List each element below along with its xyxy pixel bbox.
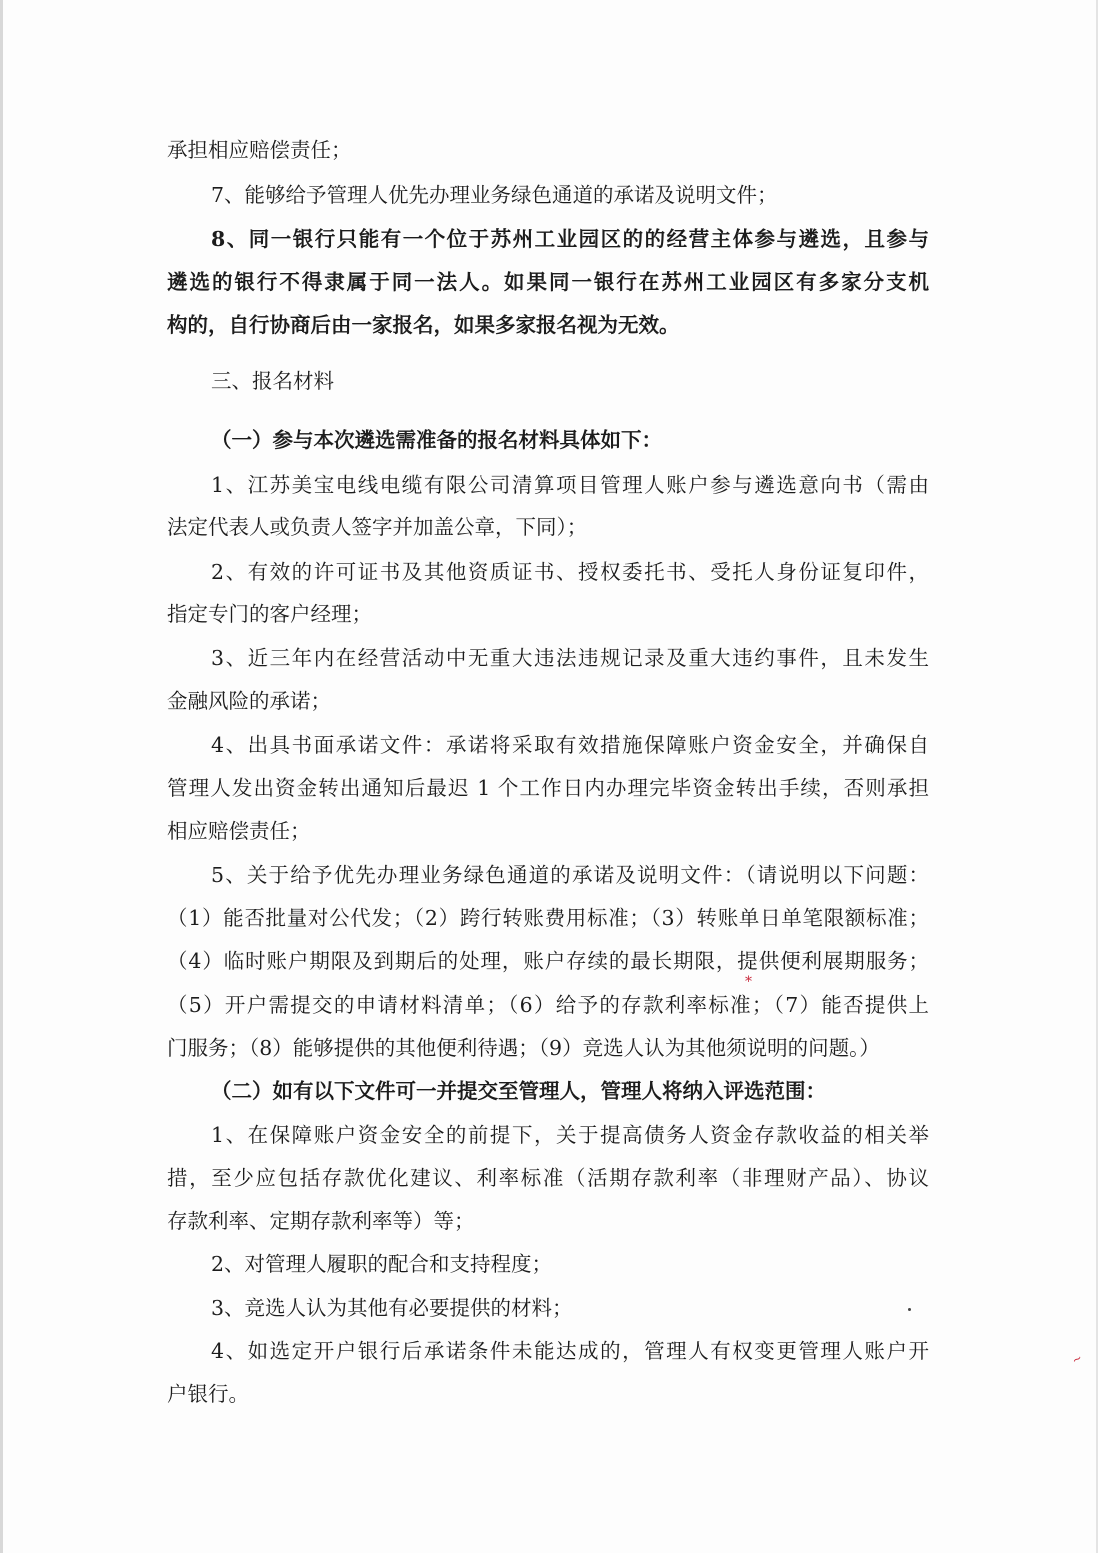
paragraph-line: 措，至少应包括存款优化建议、利率标准（活期存款利率（非理财产品）、协议 bbox=[167, 1166, 929, 1190]
paragraph-line: 构的，自行协商后由一家报名，如果多家报名视为无效。 bbox=[167, 313, 680, 337]
red-ink-speck: ~ bbox=[1069, 1350, 1085, 1368]
subsection-heading: （一）参与本次遴选需准备的报名材料具体如下： bbox=[211, 428, 662, 452]
subsection-heading: （二）如有以下文件可一并提交至管理人，管理人将纳入评选范围： bbox=[211, 1079, 826, 1103]
scan-edge-left bbox=[0, 0, 3, 1553]
paragraph-line: 相应赔偿责任； bbox=[167, 819, 311, 843]
paragraph-line: 3、近三年内在经营活动中无重大违法违规记录及重大违约事件，且未发生 bbox=[211, 646, 929, 670]
paragraph-line: 金融风险的承诺； bbox=[167, 689, 331, 713]
paragraph-line: 管理人发出资金转出通知后最迟 1 个工作日内办理完毕资金转出手续，否则承担 bbox=[167, 776, 929, 800]
scan-speck bbox=[908, 1308, 911, 1311]
paragraph-line: 4、出具书面承诺文件：承诺将采取有效措施保障账户资金安全，并确保自 bbox=[211, 733, 929, 757]
red-ink-speck: * bbox=[745, 974, 752, 990]
paragraph-line: （4）临时账户期限及到期后的处理，账户存续的最长期限，提供便利展期服务； bbox=[167, 949, 929, 973]
paragraph-line: 7、能够给予管理人优先办理业务绿色通道的承诺及说明文件； bbox=[211, 183, 778, 207]
paragraph-line: 2、对管理人履职的配合和支持程度； bbox=[211, 1252, 553, 1276]
paragraph-line: 5、关于给予优先办理业务绿色通道的承诺及说明文件：（请说明以下问题： bbox=[211, 863, 929, 887]
paragraph-line: 法定代表人或负责人签字并加盖公章，下同）； bbox=[167, 515, 588, 539]
paragraph-line: 存款利率、定期存款利率等）等； bbox=[167, 1209, 475, 1233]
paragraph-line: （5）开户需提交的申请材料清单；（6）给予的存款利率标准；（7）能否提供上 bbox=[167, 993, 929, 1017]
paragraph-line: 门服务；（8）能够提供的其他便利待遇；（9）竞选人认为其他须说明的问题。） bbox=[167, 1036, 880, 1060]
paragraph-line: 1、江苏美宝电线电缆有限公司清算项目管理人账户参与遴选意向书（需由 bbox=[211, 473, 929, 497]
paragraph-line: 遴选的银行不得隶属于同一法人。如果同一银行在苏州工业园区有多家分支机 bbox=[167, 270, 929, 294]
paragraph-line: 4、如选定开户银行后承诺条件未能达成的，管理人有权变更管理人账户开 bbox=[211, 1339, 929, 1363]
paragraph-line: 1、在保障账户资金安全的前提下，关于提高债务人资金存款收益的相关举 bbox=[211, 1123, 929, 1147]
paragraph-line: 户银行。 bbox=[167, 1382, 249, 1406]
paragraph-line: 指定专门的客户经理； bbox=[167, 602, 372, 626]
paragraph-line: 2、有效的许可证书及其他资质证书、授权委托书、受托人身份证复印件， bbox=[211, 560, 929, 584]
paragraph-line: 8、同一银行只能有一个位于苏州工业园区的的经营主体参与遴选，且参与 bbox=[211, 227, 929, 251]
paragraph-line: （1）能否批量对公代发；（2）跨行转账费用标准；（3）转账单日单笔限额标准； bbox=[167, 906, 929, 930]
paragraph-line: 承担相应赔偿责任； bbox=[167, 138, 352, 162]
paragraph-line: 3、竞选人认为其他有必要提供的材料； bbox=[211, 1296, 573, 1320]
section-heading: 三、报名材料 bbox=[211, 369, 334, 393]
